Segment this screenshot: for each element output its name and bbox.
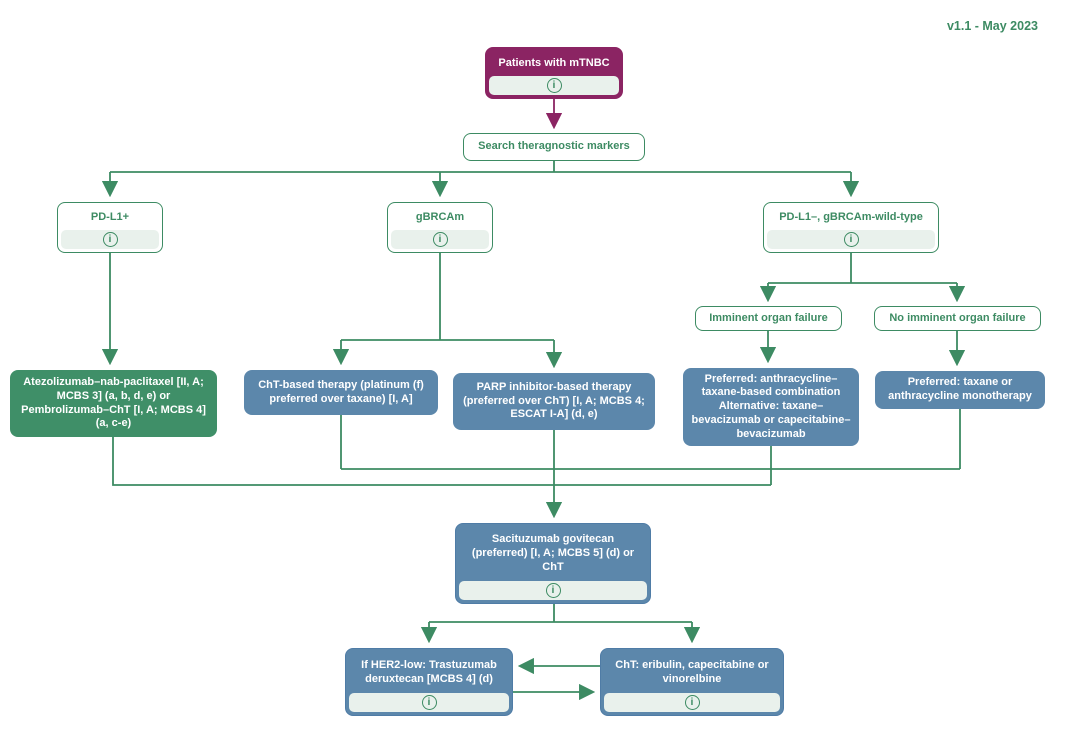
node-pdl1-negative-wildtype-label: PD-L1–, gBRCAm-wild-type: [779, 211, 923, 224]
node-cht-eribulin-capecitabine-vinorelbine: [600, 648, 784, 716]
info-icon[interactable]: i: [546, 583, 561, 598]
node-gbrcam-strip: [391, 230, 489, 249]
node-pdl1-positive: [57, 202, 163, 253]
info-icon[interactable]: i: [422, 695, 437, 710]
info-icon[interactable]: i: [685, 695, 700, 710]
node-pdl1-negative-wildtype-strip: [767, 230, 935, 249]
node-patients-mtnbc-label: Patients with mTNBC: [498, 56, 610, 69]
node-parp-inhibitor-therapy: PARP inhibitor-based therapy (preferred over ChT) [I, A; MCBS 4; ESCAT I-A] (d, e): [453, 373, 655, 430]
node-cht-eribulin-capecitabine-vinorelbine-label: ChT: eribulin, capecitabine or vinorelbine: [615, 658, 769, 685]
node-pdl1-positive-strip: [61, 230, 159, 249]
info-icon[interactable]: i: [103, 232, 118, 247]
info-icon[interactable]: i: [433, 232, 448, 247]
node-gbrcam: [387, 202, 493, 253]
node-preferred-anthracycline-taxane: Preferred: anthracycline–taxane-based combination Alternative: taxane–bevacizumab or capecitabine–bevacizumab: [683, 368, 859, 446]
node-no-imminent-organ-failure: No imminent organ failure: [874, 306, 1041, 331]
node-her2-low-trastuzumab-deruxtecan-label: If HER2-low: Trastuzumab deruxtecan [MCBS 4] (d): [361, 658, 497, 685]
node-gbrcam-label: gBRCAm: [415, 211, 465, 224]
node-atezolizumab-pembrolizumab: Atezolizumab–nab-paclitaxel [II, A; MCBS 3] (a, b, d, e) or Pembrolizumab–ChT [I, A; MCBS 4] (a, c-e): [10, 370, 217, 437]
node-cht-eribulin-capecitabine-vinorelbine-strip: [604, 693, 780, 712]
node-her2-low-trastuzumab-deruxtecan-strip: [349, 693, 509, 712]
node-imminent-organ-failure: Imminent organ failure: [695, 306, 842, 331]
node-search-theragnostic-markers: Search theragnostic markers: [463, 133, 645, 161]
node-pdl1-positive-label: PD-L1+: [90, 211, 130, 224]
node-preferred-taxane-monotherapy: Preferred: taxane or anthracycline monotherapy: [875, 371, 1045, 409]
version-label: v1.1 - May 2023: [946, 19, 1038, 33]
node-her2-low-trastuzumab-deruxtecan: [345, 648, 513, 716]
node-sacituzumab-govitecan-strip: [459, 581, 647, 600]
node-pdl1-negative-wildtype: [763, 202, 939, 253]
info-icon[interactable]: i: [844, 232, 859, 247]
node-sacituzumab-govitecan-label: Sacituzumab govitecan (preferred) [I, A; MCBS 5] (d) or ChT: [471, 533, 635, 573]
node-patients-mtnbc-strip: [489, 76, 619, 95]
node-sacituzumab-govitecan: [455, 523, 651, 604]
info-icon[interactable]: i: [547, 78, 562, 93]
node-cht-based-therapy: ChT-based therapy (platinum (f) preferred over taxane) [I, A]: [244, 370, 438, 415]
node-patients-mtnbc: [485, 47, 623, 99]
